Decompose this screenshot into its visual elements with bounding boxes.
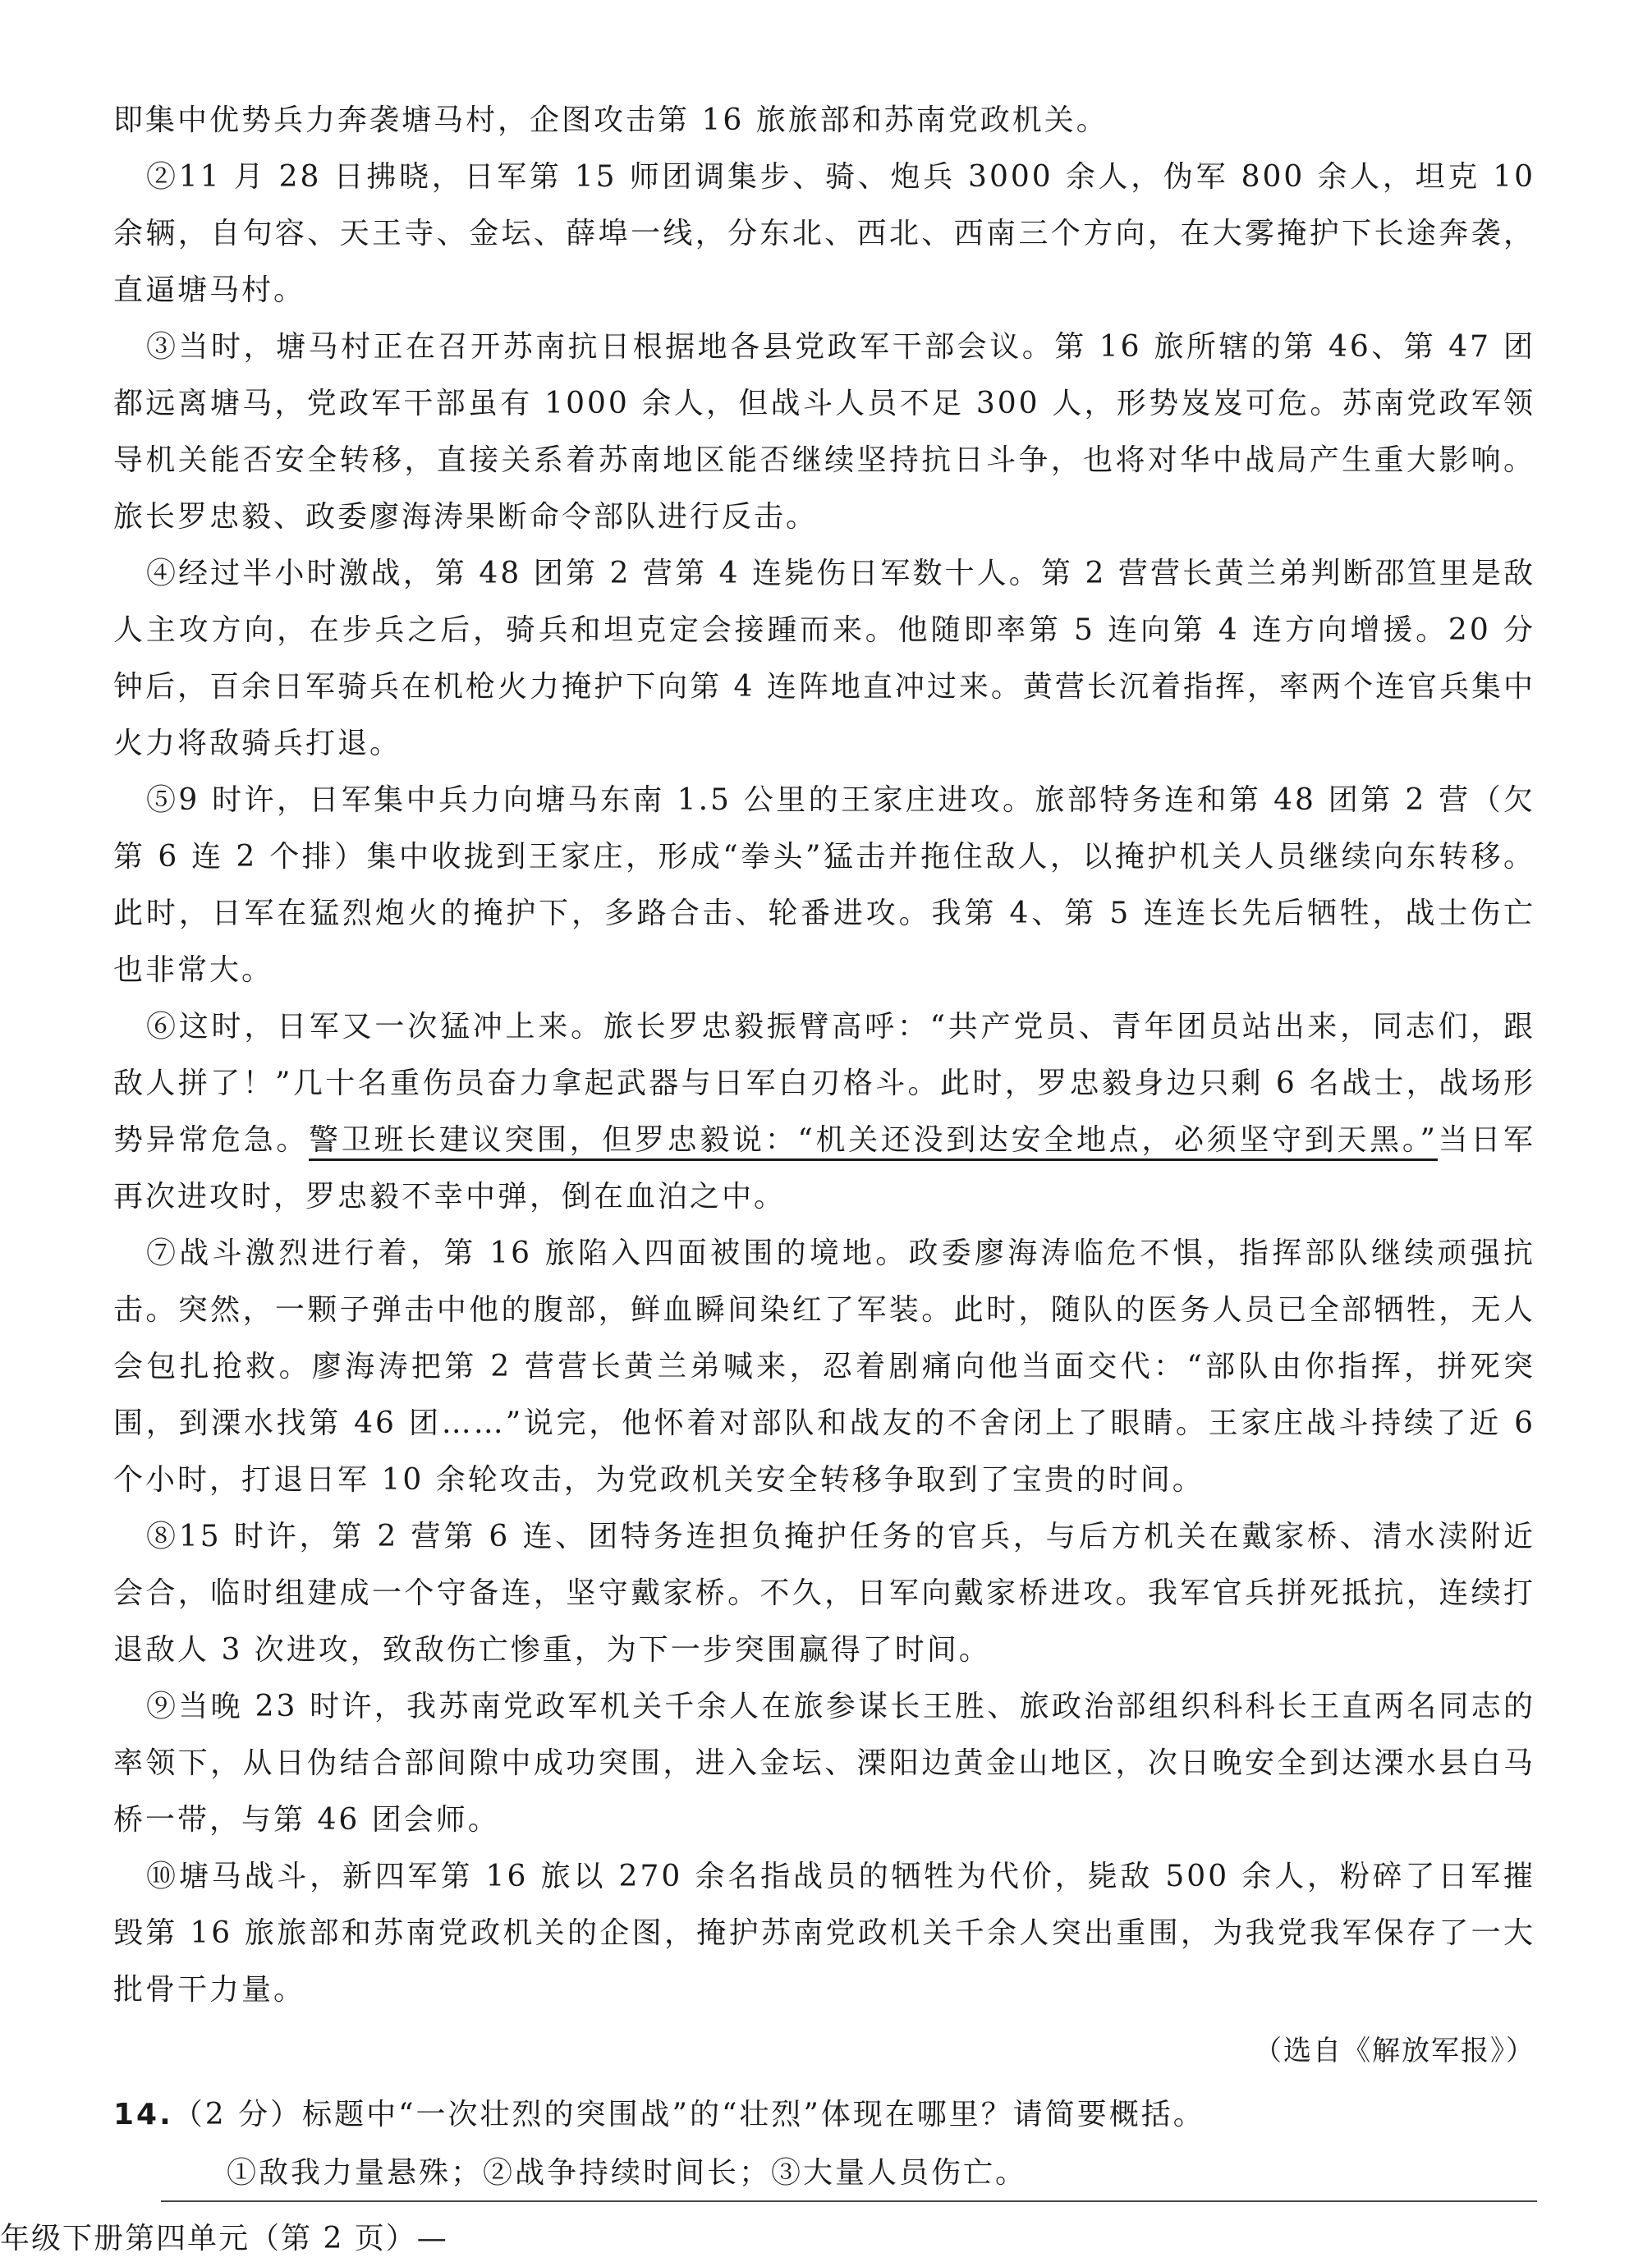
paragraph-5: ⑤9 时许，日军集中兵力向塘马东南 1.5 公里的王家庄进攻。旅部特务连和第 48 团第 2 营（欠第 6 连 2 个排）集中收拢到王家庄，形成“拳头”猛击并拖住敌人，以掩护机关人员继续向东转移。此时，日军在猛烈炮火的掩护下，多路合击、轮番进攻。我第 4、第 5 连连长先后牺牲，战士伤亡也非常大。 (113, 783, 1535, 987)
page-footer: 年级下册第四单元（第 2 页）— (0, 2222, 448, 2255)
article-body (113, 92, 1535, 2202)
paragraph-4: ④经过半小时激战，第 48 团第 2 营第 4 连毙伤日军数十人。第 2 营营长黄兰弟判断邵笪里是敌人主攻方向，在步兵之后，骑兵和坦克定会接踵而来。他随即率第 5 连向第 4 连方向增援。20 分钟后，百余日军骑兵在机枪火力掩护下向第 4 连阵地直冲过来。黄营长沉着指挥，率两个连官兵集中火力将敌骑兵打退。 (113, 557, 1535, 760)
paragraph-10: ⑩塘马战斗，新四军第 16 旅以 270 余名指战员的牺牲为代价，毙敌 500 余人，粉碎了日军摧毁第 16 旅旅部和苏南党政机关的企图，掩护苏南党政机关千余人突出重围，为我党我军保存了一大批骨干力量。 (113, 1860, 1535, 2007)
paragraph-8: ⑧15 时许，第 2 营第 6 连、团特务连担负掩护任务的官兵，与后方机关在戴家桥、清水渎附近会合，临时组建成一个守备连，坚守戴家桥。不久，日军向戴家桥进攻。我军官兵拼死抵抗，连续打退敌人 3 次进攻，致敌伤亡惨重，为下一步突围赢得了时间。 (113, 1520, 1535, 1667)
answer-field[interactable]: ①敌我力量悬殊；②战争持续时间长；③大量人员伤亡。 (161, 2146, 1537, 2202)
paragraph-6-after: 当日军再次进攻时，罗忠毅不幸中弹，倒在血泊之中。 (113, 1123, 1535, 1214)
source-citation: （选自《解放军报》） (1254, 2035, 1535, 2067)
paragraph-6-before: ⑥这时，日军又一次猛冲上来。旅长罗忠毅振臂高呼：“共产党员、青年团员站出来，同志们，跟敌人拼了！”几十名重伤员奋力拿起武器与日军白刃格斗。此时，罗忠毅身边只剩 6 名战士，战场形势异常危急。 (113, 1010, 1535, 1157)
paragraph-1-continued: 即集中优势兵力奔袭塘马村，企图攻击第 16 旅旅部和苏南党政机关。 (113, 103, 1108, 137)
question-number: 14. (113, 2098, 173, 2131)
paragraph-3: ③当时，塘马村正在召开苏南抗日根据地各县党政军干部会议。第 16 旅所辖的第 46、第 47 团都远离塘马，党政军干部虽有 1000 余人，但战斗人员不足 300 人，形势岌岌可危。苏南党政军领导机关能否安全转移，直接关系着苏南地区能否继续坚持抗日斗争，也将对华中战局产生重大影响。旅长罗忠毅、政委廖海涛果断命令部队进行反击。 (113, 330, 1535, 534)
paragraph-9: ⑨当晚 23 时许，我苏南党政军机关千余人在旅参谋长王胜、旅政治部组织科科长王直两名同志的率领下，从日伪结合部间隙中成功突围，进入金坛、溧阳边黄金山地区，次日晚安全到达溧水县白马桥一带，与第 46 团会师。 (113, 1690, 1535, 1837)
paragraph-2: ②11 月 28 日拂晓，日军第 15 师团调集步、骑、炮兵 3000 余人，伪军 800 余人，坦克 10 余辆，自句容、天王寺、金坛、薛埠一线，分东北、西北、西南三个方向，在大雾掩护下长途奔袭，直逼塘马村。 (113, 160, 1535, 307)
paragraph-6 (113, 998, 1535, 1225)
paragraph-7: ⑦战斗激烈进行着，第 16 旅陷入四面被围的境地。政委廖海涛临危不惧，指挥部队继续顽强抗击。突然，一颗子弹击中他的腹部，鲜血瞬间染红了军装。此时，随队的医务人员已全部牺牲，无人会包扎抢救。廖海涛把第 2 营营长黄兰弟喊来，忍着剧痛向他当面交代：“部队由你指挥，拼死突围，到溧水找第 46 团……”说完，他怀着对部队和战友的不舍闭上了眼睛。王家庄战斗持续了近 6 个小时，打退日军 10 余轮攻击，为党政机关安全转移争取到了宝贵的时间。 (113, 1237, 1535, 1497)
question-14 (113, 2086, 1535, 2143)
question-text: （2 分）标题中“一次壮烈的突围战”的“壮烈”体现在哪里？请简要概括。 (172, 2098, 1205, 2131)
underlined-sentence: 警卫班长建议突围，但罗忠毅说：“机关还没到达安全地点，必须坚守到天黑。” (309, 1123, 1438, 1161)
